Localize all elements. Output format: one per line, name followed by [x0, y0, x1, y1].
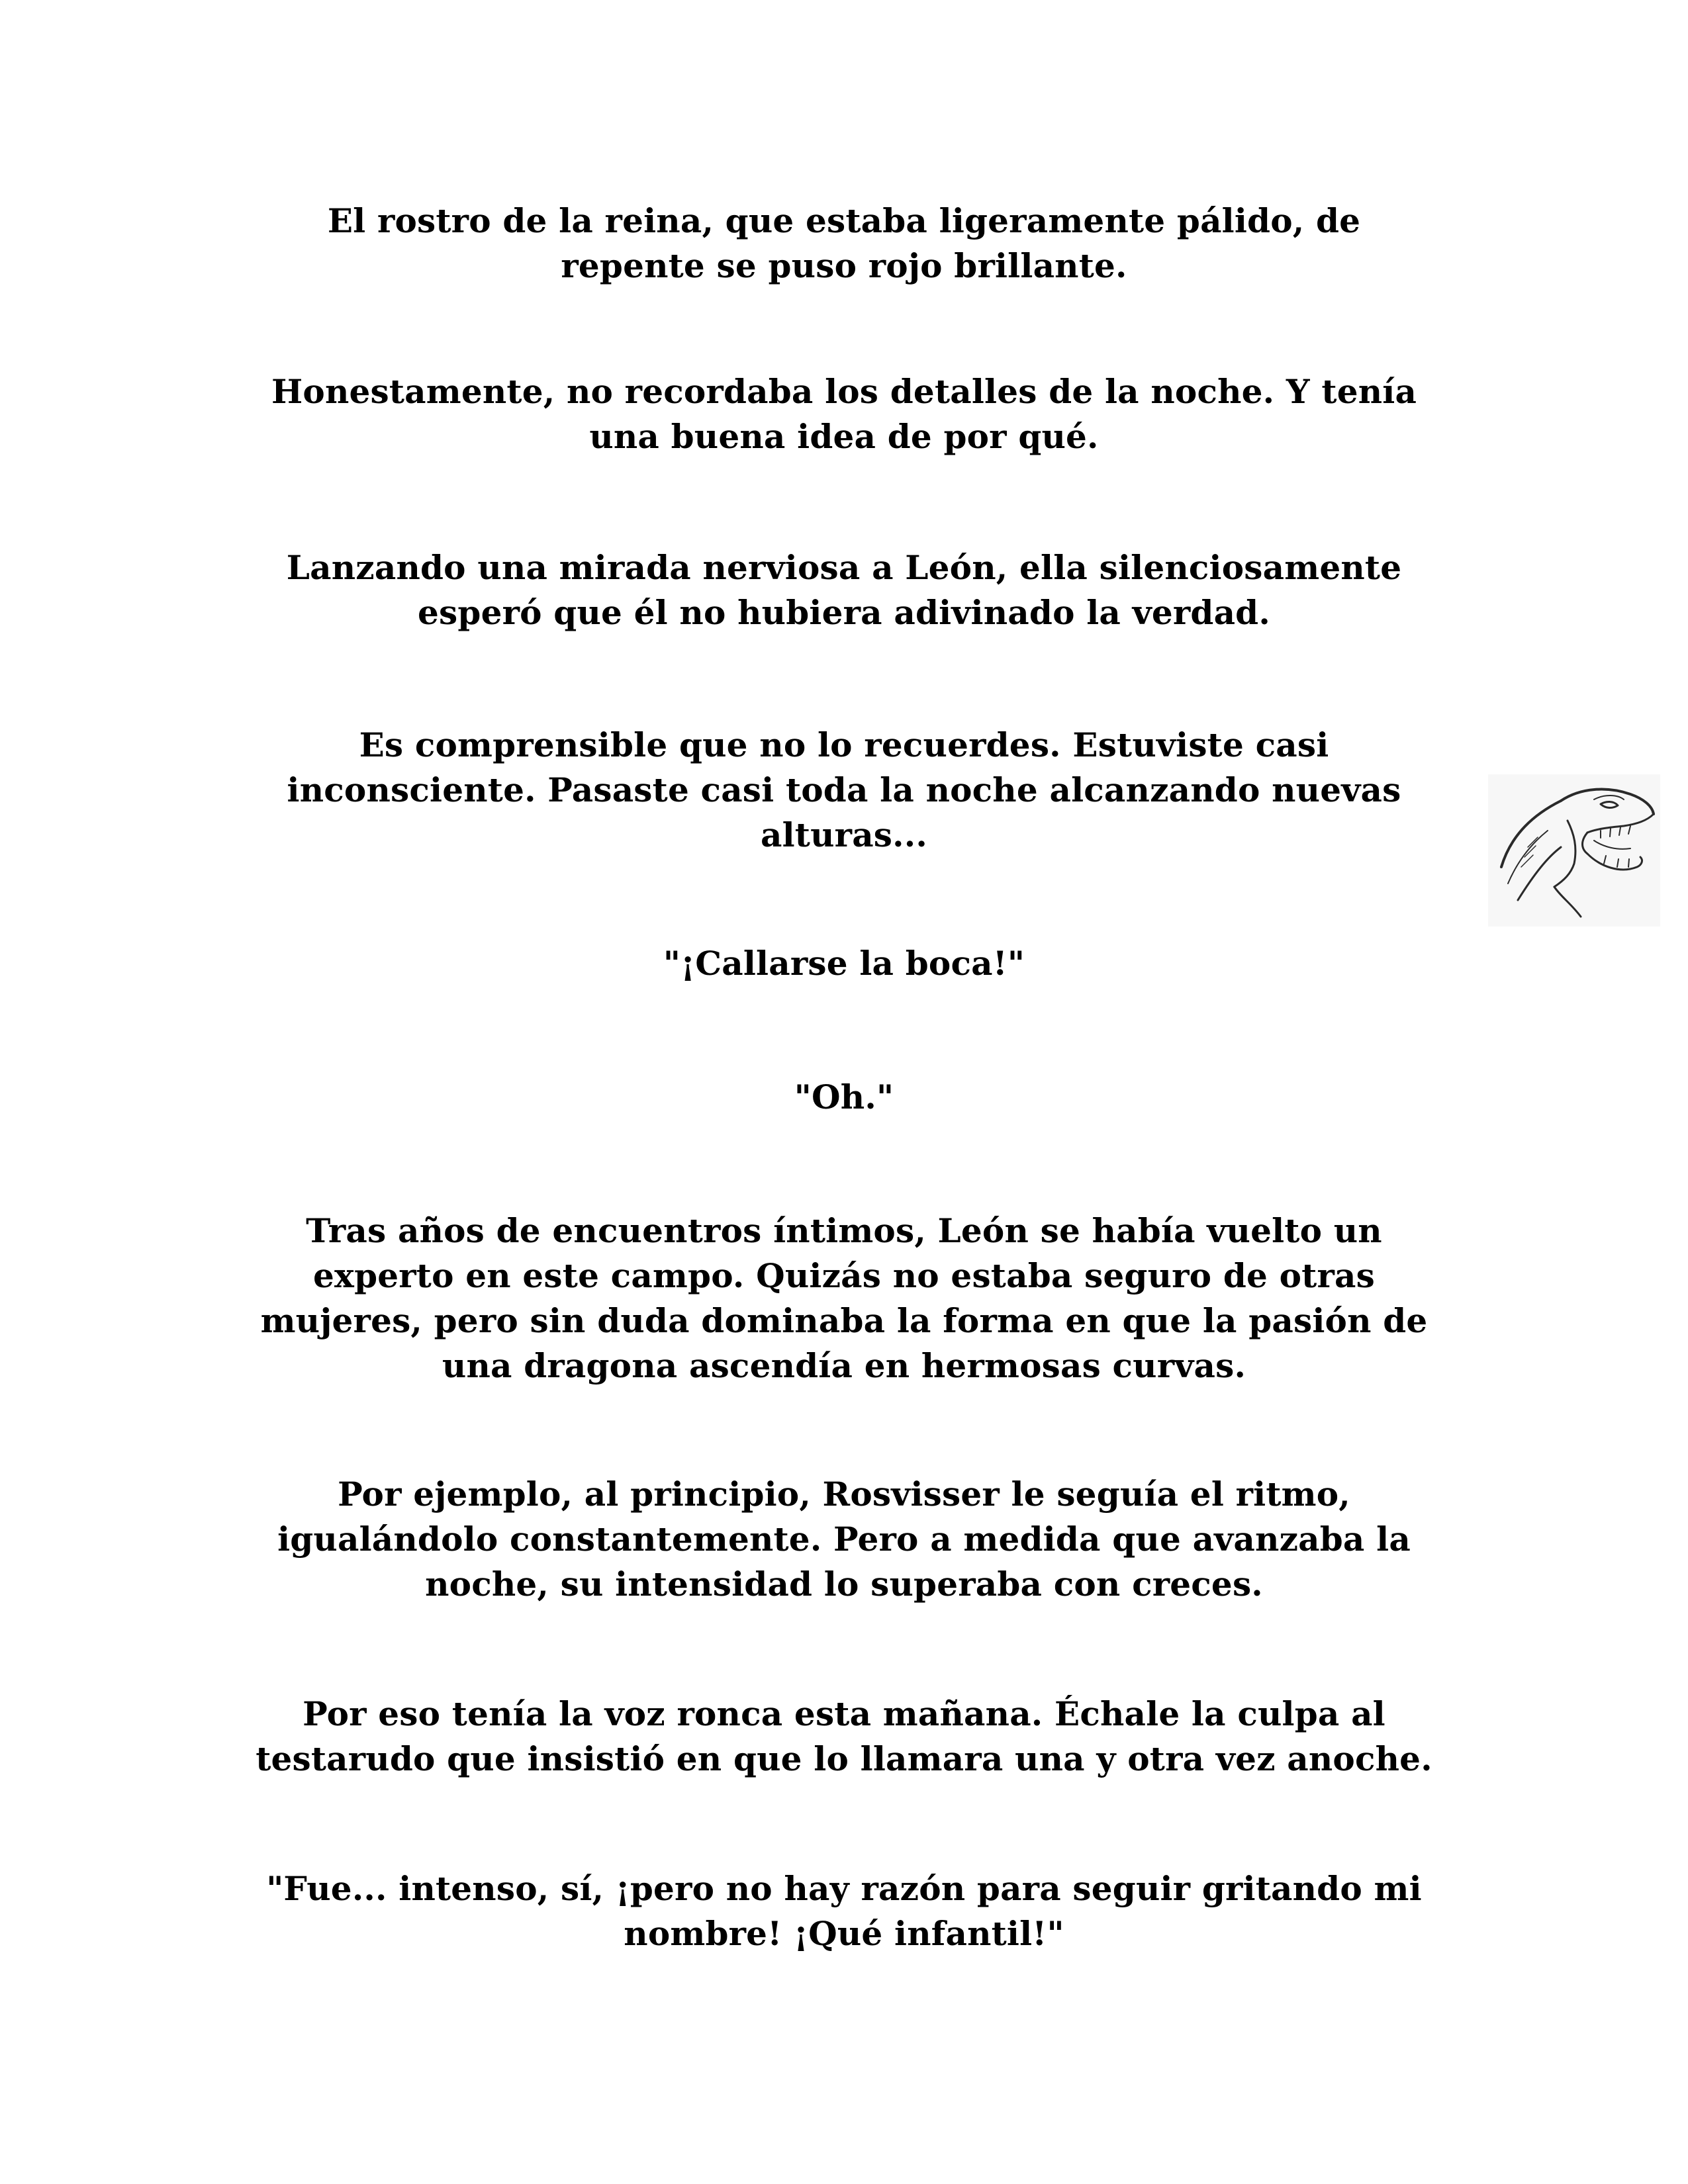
paragraph-9: Por eso tenía la voz ronca esta mañana. Échale la culpa al testarudo que insistió en que lo llamara una y otra vez anoche.: [256, 1694, 1432, 1778]
paragraph-6: "Oh.": [794, 1077, 894, 1116]
paragraph-5: "¡Callarse la boca!": [663, 944, 1025, 983]
paragraph-10: "Fue... intenso, sí, ¡pero no hay razón para seguir gritando mi nombre! ¡Qué infantil!": [266, 1869, 1422, 1953]
paragraph-1: El rostro de la reina, que estaba ligeramente pálido, de repente se puso rojo brillante.: [327, 201, 1361, 285]
paragraph-8: Por ejemplo, al principio, Rosvisser le seguía el ritmo, igualándolo constantemente. Pero a medida que avanzaba la noche, su intensidad lo superaba con creces.: [277, 1475, 1411, 1604]
paragraph-2: Honestamente, no recordaba los detalles de la noche. Y tenía una buena idea de por qué.: [271, 372, 1417, 456]
paragraph-7: Tras años de encuentros íntimos, León se había vuelto un experto en este campo. Quizás no estaba seguro de otras mujeres, pero sin duda dominaba la forma en que la pasión de una dragona ascendía en hermosas curvas.: [260, 1211, 1428, 1385]
paragraph-4: Es comprensible que no lo recuerdes. Estuviste casi inconsciente. Pasaste casi toda la noche alcanzando nuevas alturas...: [287, 725, 1401, 854]
paragraph-3: Lanzando una mirada nerviosa a León, ella silenciosamente esperó que él no hubiera adivinado la verdad.: [286, 548, 1402, 632]
dinosaur-head-sketch-icon: [1488, 774, 1660, 927]
